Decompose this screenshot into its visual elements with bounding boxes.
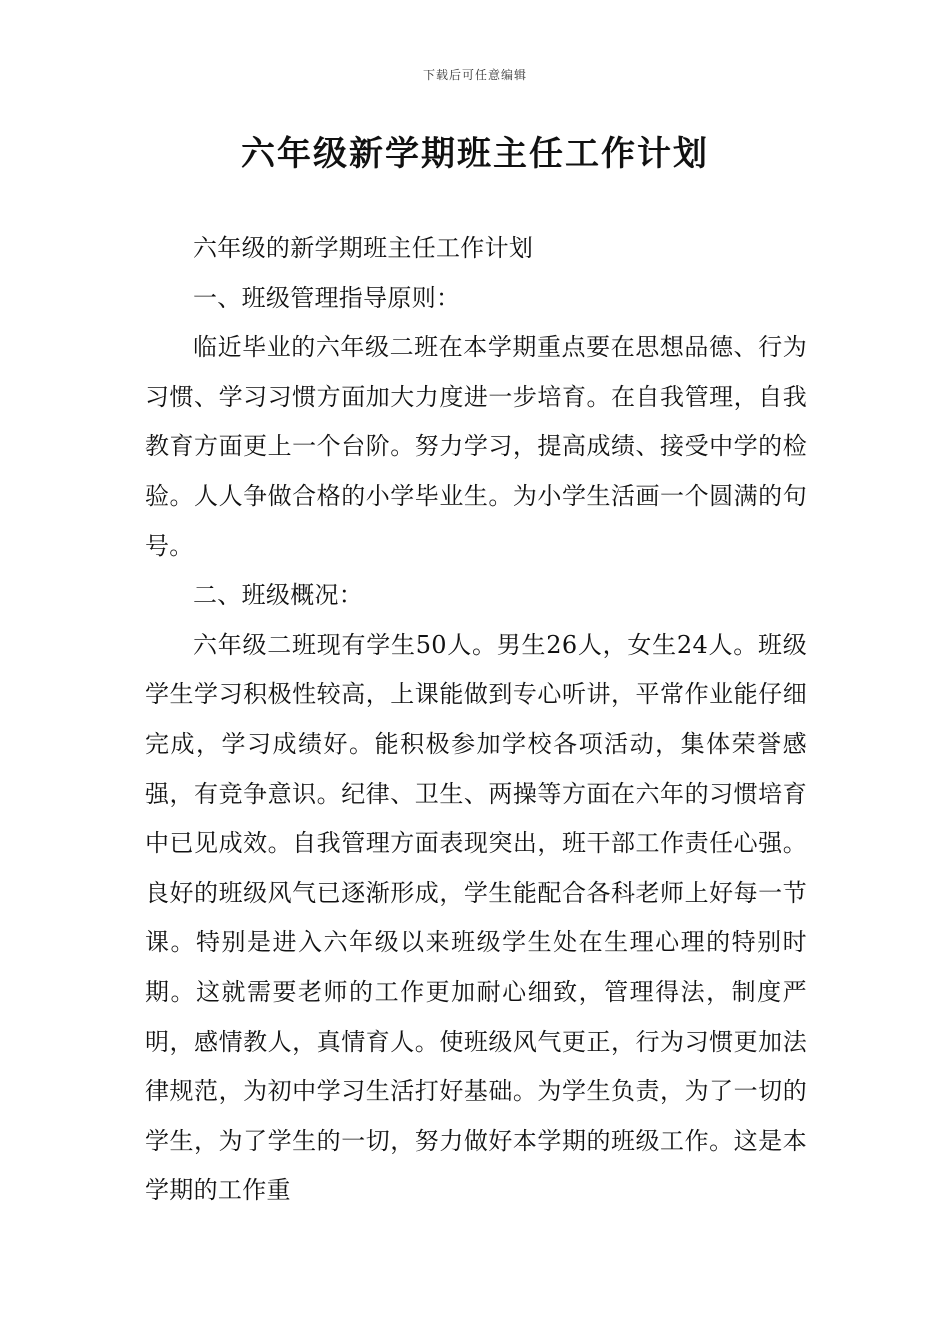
document-body [145,224,807,1216]
section-heading-overview: 二、班级概况： [193,581,364,610]
paragraph-subtitle: 六年级的新学期班主任工作计划 [193,234,534,262]
section-heading-principles: 一、班级管理指导原则： [193,283,461,312]
header-note: 下载后可任意编辑 [422,68,527,82]
paragraph-overview: 六年级二班现有学生50人。男生26人，女生24人。班级学生学习积极性较高，上课能做到专心听讲，平常作业能仔细完成，学习成绩好。能积极参加学校各项活动，集体荣誉感强，有竞争意识。纪律、卫生、两操等方面在六年的习惯培育中已见成效。自我管理方面表现突出，班干部工作责任心强。良好的班级风气已逐渐形成，学生能配合各科老师上好每一节课。特别是进入六年级以来班级学生处在生理心理的特别时期。这就需要老师的工作更加耐心细致，管理得法，制度严明，感情教人，真情育人。使班级风气更正，行为习惯更加法律规范，为初中学习生活打好基础。为学生负责，为了一切的学生，为了学生的一切，努力做好本学期的班级工作。这是本学期的工作重 [145,630,807,1205]
document-title: 六年级新学期班主任工作计划 [241,134,709,174]
paragraph-principles: 临近毕业的六年级二班在本学期重点要在思想品德、行为习惯、学习习惯方面加大力度进一步培育。在自我管理，自我教育方面更上一个台阶。努力学习，提高成绩、接受中学的检验。人人争做合格的小学毕业生。为小学生活画一个圆满的句号。 [145,333,807,560]
